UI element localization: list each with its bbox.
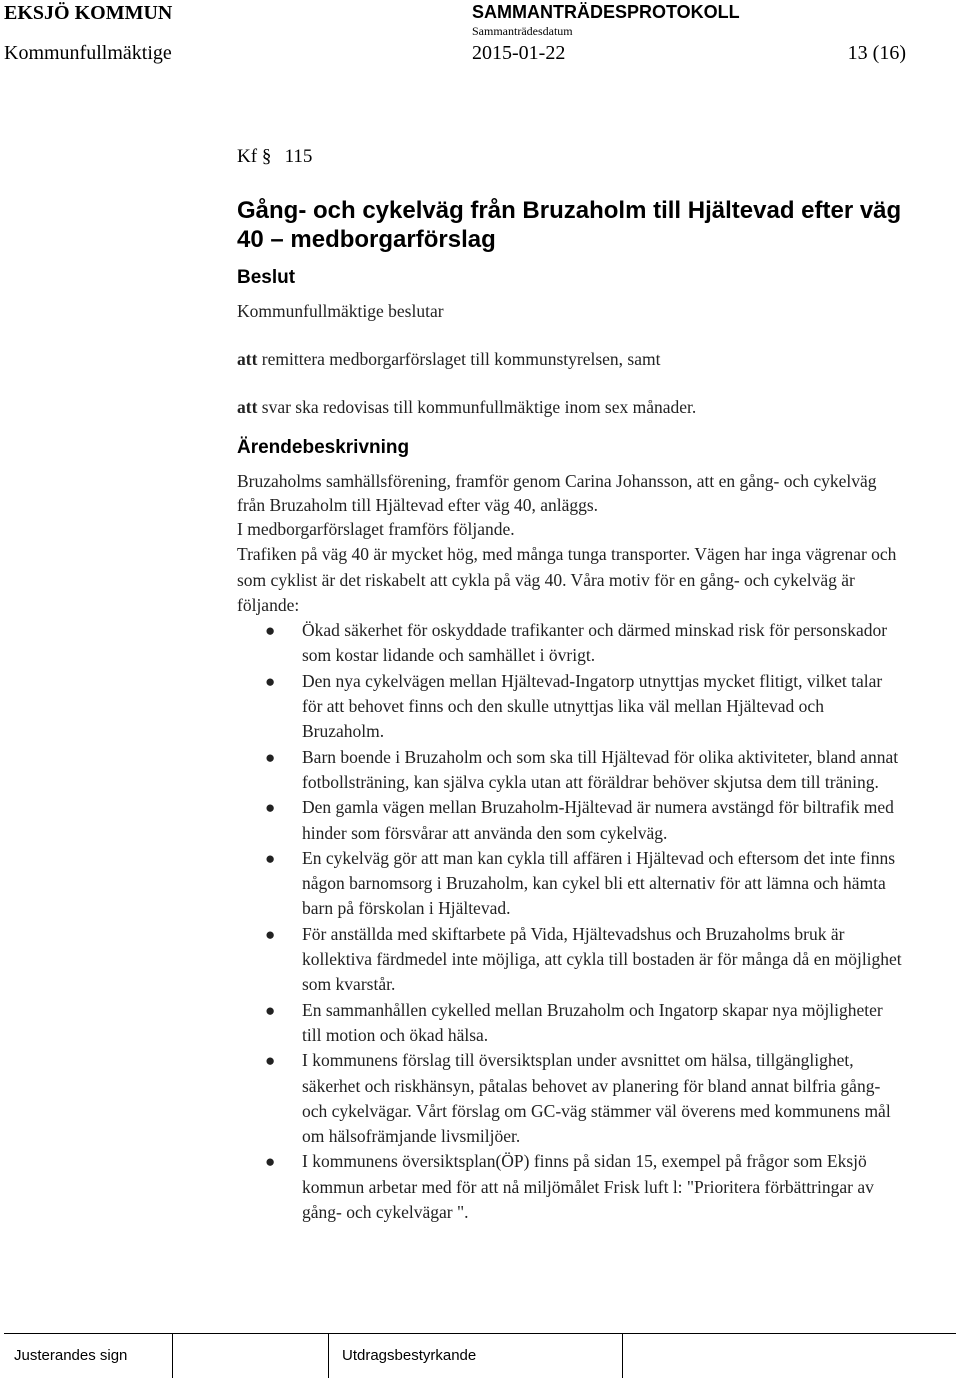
bullet-icon: ● [265,1152,276,1172]
footer-divider [622,1334,623,1378]
list-item: ● I kommunens förslag till översiktsplan under avsnittet om hälsa, tillgänglighet, säkerhet och riskhänsyn, påtalas behovet av planering för bland annat bilfria gång- och cykelvägar. Vårt förslag om GC-väg stämmer väl överens med kommunens mål om hälsofrämjande livsmiljöer. [265,1050,891,1147]
document-body [237,146,905,1225]
list-item: ● För anställda med skiftarbete på Vida, Hjältevadshus och Bruzaholms bruk är kollektiva färdmedel inte möjliga, att cykla till bostaden är för många då en möjlighet som kvarstår. [265,923,902,995]
page-number: 13 (16) [847,42,906,64]
date-label: Sammanträdesdatum [472,24,573,38]
sign-label: Justerandes sign [14,1347,128,1364]
beslut-heading: Beslut [237,267,296,288]
list-item: ● Ökad säkerhet för oskyddade trafikanter och därmed minskad risk för personskador som kostar lidande och samhället i övrigt. [265,620,888,666]
bullet-icon: ● [265,747,276,767]
decision-text: svar ska redovisas till kommunfullmäktige inom sex månader. [261,397,697,417]
arende-heading: Ärendebeskrivning [237,437,410,458]
arende-description: Bruzaholms samhällsförening, framför genom Carina Johansson, att en gång- och cykelväg från Bruzaholm till Hjältevad efter väg 40, anläggs. [237,471,877,515]
meeting-date: 2015-01-22 [472,42,566,64]
section-number: 115 [284,146,313,167]
beslut-intro: Kommunfullmäktige beslutar [237,301,444,321]
decision-text: remittera medborgarförslaget till kommunstyrelsen, samt [261,349,661,369]
decision-lead: att [237,349,258,369]
bullet-icon: ● [265,848,276,868]
bullet-icon: ● [265,1051,276,1071]
section-prefix: Kf [237,146,258,167]
document-type: SAMMANTRÄDESPROTOKOLL [472,2,740,22]
list-item: ● Barn boende i Bruzaholm och som ska till Hjältevad för olika aktiviteter, bland annat fotbollsträning, kan själva cykla utan att föräldrar behöver skjutsa dem till träning. [265,746,899,792]
decision-item [237,347,905,371]
page-footer [4,1333,956,1378]
paragraph-number [237,146,905,168]
list-item: ● En cykelväg gör att man kan cykla till affären i Hjältevad och eftersom det inte finns någon barnomsorg i Bruzaholm, kan cykel bli ett alternativ för att lämna och hämta barn på förskolan i Hjältevad. [265,847,896,919]
list-item: ● I kommunens översiktsplan(ÖP) finns på sidan 15, exempel på frågor som Eksjö kommun arbetar med för att nå miljömålet Frisk luft l: "Prioritera förbättringar av gång- och cykelvägar ". [265,1151,874,1223]
meeting-body: Kommunfullmäktige [4,42,172,64]
footer-divider [172,1334,173,1378]
list-item: ● Den nya cykelvägen mellan Hjältevad-Ingatorp utnyttjas mycket flitigt, vilket talar för att behovet finns och den skulle utnyttjas lika väl mellan Hjältevad och Bruzaholm. [265,670,883,742]
motive-list [237,618,905,1225]
section-symbol: § [261,146,272,167]
list-item: ● En sammanhållen cykelled mellan Bruzaholm och Ingatorp skapar nya möjligheter till motion och ökad hälsa. [265,999,883,1045]
proposal-text: Trafiken på väg 40 är mycket hög, med många tunga transporter. Vägen har inga vägrenar och som cyklist är det riskabelt att cykla på väg 40. Våra motiv för en gång- och cykelväg är följande: [237,544,897,615]
bullet-icon: ● [265,798,276,818]
list-item: ● Den gamla vägen mellan Bruzaholm-Hjältevad är numera avstängd för biltrafik med hinder som försvårar att använda den som cykelväg. [265,797,894,843]
footer-divider [328,1334,329,1378]
bullet-icon: ● [265,621,276,641]
decision-item [237,395,905,419]
page-title: Gång- och cykelväg från Bruzaholm till Hjältevad efter väg 40 – medborgarförslag [237,197,902,253]
proposal-intro: I medborgarförslaget framförs följande. [237,519,515,539]
bullet-icon: ● [265,924,276,944]
decision-lead: att [237,397,258,417]
bullet-icon: ● [265,1000,276,1020]
extract-label: Utdragsbestyrkande [342,1347,477,1364]
bullet-icon: ● [265,671,276,691]
organization-name: EKSJÖ KOMMUN [4,2,173,24]
